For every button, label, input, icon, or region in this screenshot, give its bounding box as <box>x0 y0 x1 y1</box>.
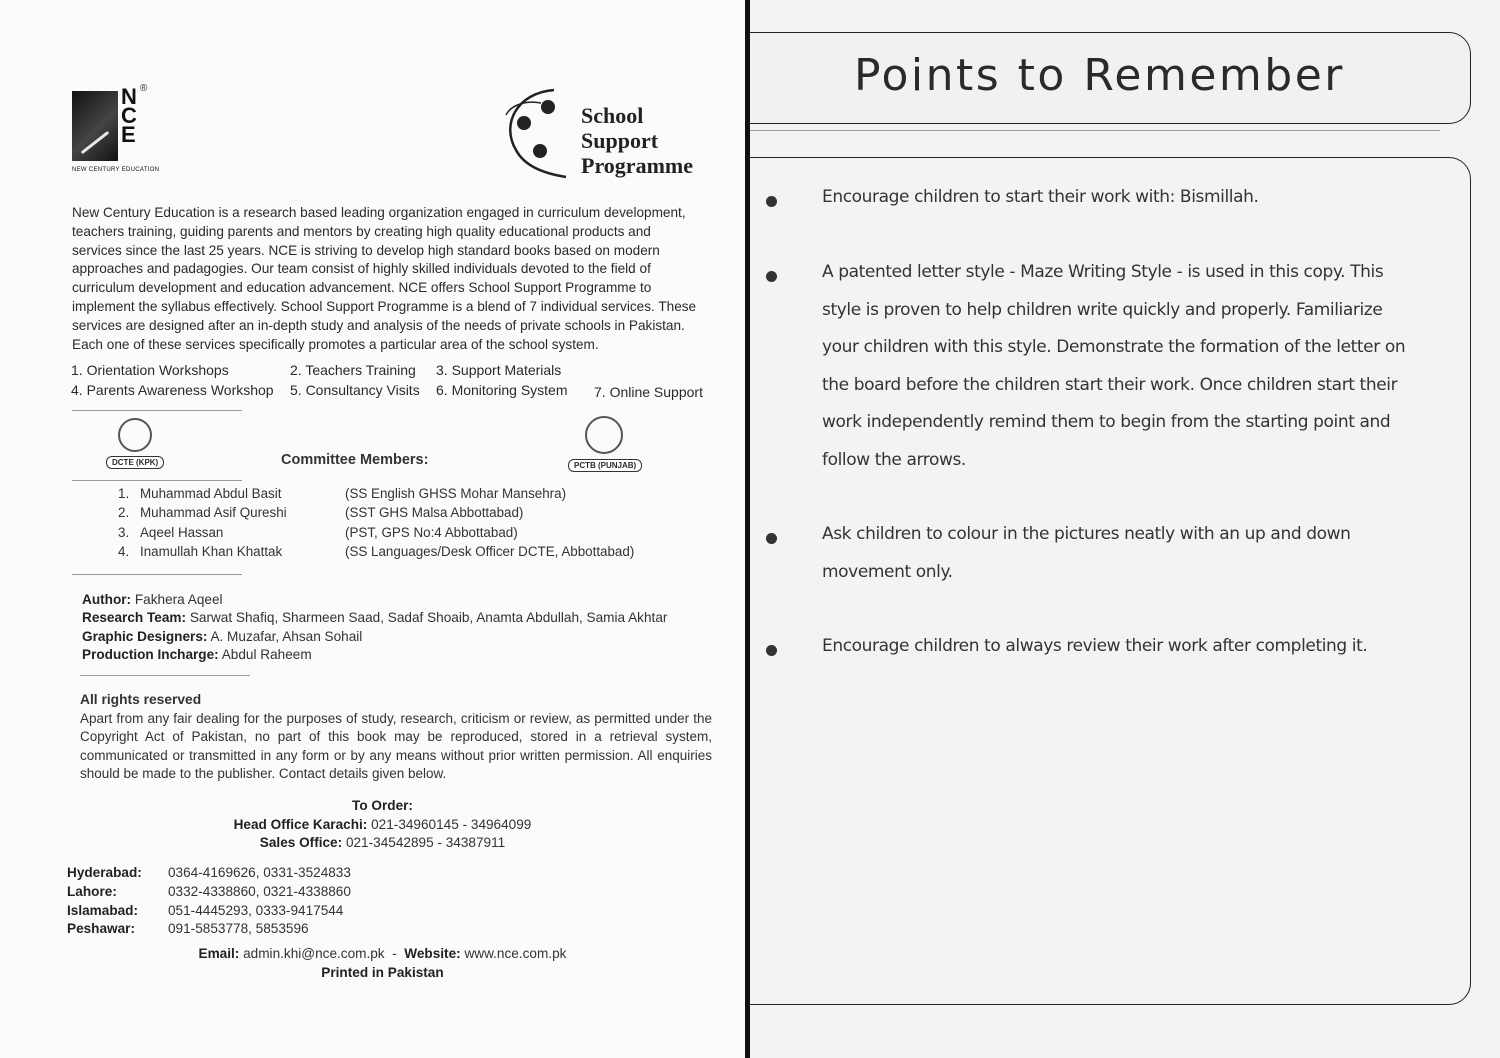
nce-logo-letters: N C E <box>121 84 137 147</box>
credit-author: Author: Fakhera Aqeel <box>82 592 223 607</box>
point-text: Encourage children to start their work with: Bismillah. <box>822 187 1259 207</box>
order-section <box>170 797 595 853</box>
point-text: A patented letter style - Maze Writing Style - is used in this copy. This style is proven to help children write quickly and properly. Familiarize your children with this style. Demonstrate the formation of the letter on the board before the children start their work. Once children start their work independently remind them to begin from the starting point and follow the arrows. <box>822 262 1406 470</box>
divider <box>72 574 242 575</box>
rights-section <box>80 691 712 784</box>
bullet-icon <box>766 271 777 282</box>
service-item: 5. Consultancy Visits <box>290 382 420 398</box>
service-item: 2. Teachers Training <box>290 362 416 378</box>
rights-body: Apart from any fair dealing for the purposes of study, research, criticism or review, as permitted under the Copyright Act of Pakistan, no part of this book may be reproduced, stored in a retrieval system, communicated or transmitted in any form or by any means without prior written permission. All enquiries should be made to the publisher. Contact details given below. <box>80 710 712 782</box>
ssp-logo-text: School Support Programme <box>581 103 693 178</box>
sales-office: Sales Office: 021-34542895 - 34387911 <box>259 835 506 851</box>
left-page: N C E ® NEW CENTURY EDUCATION School Support Programme New Century Education is a research based leading organization engaged in curriculum development, teachers training, guiding parents and mentors by creating high quality educational products and services since the last 25 years. NCE is striving to develop high standard books based on modern approaches and padagogies. Our team consist of highly skilled individuals devoted to the field of curriculum development and education advancement. NCE offers School Support Programme to implement the syllabus effectively. School Support Programme is a blend of 7 individual services. These services are designed after an in-depth study and analysis of the needs of private schools in Pakistan. Each one of these services specifically promotes a particular area of the school system. 1. Orientation Workshops 2. Teachers Training 3. Support Materials 4. Parents Awareness Workshop 5. Consultancy Visits 6. Monitoring System 7. Online Support DCTE (KPK) Committee Members: PCTB (PUNJAB) 1. Muhammad Abdul Basit (SS English GHSS Mohar Mansehra) 2. Muhammad Asif Qureshi (SST GHS Malsa Abbottabad) 3. Aqeel Hassan (PST, GPS No:4 Abbottabad) 4. Inamullah Khan Khattak (SS Languages/Desk Officer DCTE, Abbottabad) Author: Fakhera Aqeel Research Team: Sarwat Shafiq, Sharmeen Saad, Sadaf Shoaib, Anamta Abdullah, Samia Akhtar Graphic Designers: A. Muzafar, Ahsan Sohail Production Incharge: Abdul Raheem All rights reserved Apart from any fair dealing for the purposes of study, research, criticism or review, as permitted under the Copyright Act of Pakistan, no part of this book may be reproduced, stored in a retrieval system, communicated or transmitted in any form or by any means without prior written permission. All enquiries should be made to the publisher. Contact details given below. To Order: Head Office Karachi: 021-34960145 - 34964099 Sales Office: 021-34542895 - 34387911 Hyderabad: 0364-4169626, 0331-3524833 Lahore: 0332-4338860, 0321-4338860 Islamabad: 051-4445293, 0333-9417544 Peshawar: 091-5853778, 5853596 Email: admin.khi@nce.com.pk - Website: www.nce.com.pk Printed in Pakistan <box>0 0 748 1058</box>
website-url: www.nce.com.pk <box>464 946 567 961</box>
point-text: Ask children to colour in the pictures neatly with an up and down movement only. <box>822 524 1351 582</box>
ssp-emblem-icon <box>496 85 576 180</box>
credit-research-team: Research Team: Sarwat Shafiq, Sharmeen Saad, Sadaf Shoaib, Anamta Abdullah, Samia Akhtar <box>82 610 668 626</box>
service-item: 4. Parents Awareness Workshop <box>71 382 274 398</box>
right-page <box>750 0 1500 1058</box>
credit-graphic-designers: Graphic Designers: A. Muzafar, Ahsan Sohail <box>82 628 363 644</box>
nce-logo <box>72 83 162 178</box>
school-support-programme-logo <box>496 85 706 180</box>
divider <box>72 410 242 411</box>
dcte-badge: DCTE (KPK) <box>106 456 164 469</box>
pctb-crest-icon <box>585 416 623 454</box>
credits <box>82 591 667 665</box>
email-address: admin.khi@nce.com.pk <box>243 946 385 961</box>
nce-logo-mark <box>72 91 118 161</box>
footer-contact <box>140 944 625 982</box>
page-title: Points to Remember <box>854 50 1345 101</box>
bullet-icon <box>766 645 777 656</box>
divider <box>80 675 250 676</box>
service-item: 7. Online Support <box>594 384 703 400</box>
registered-mark: ® <box>140 83 148 94</box>
credit-production: Production Incharge: Abdul Raheem <box>82 647 312 663</box>
head-office: Head Office Karachi: 021-34960145 - 34964099 <box>233 816 532 832</box>
service-item: 1. Orientation Workshops <box>71 362 229 378</box>
email-website-line: Email: admin.khi@nce.com.pk - Website: www.nce.com.pk <box>198 946 567 961</box>
printed-in: Printed in Pakistan <box>321 965 444 980</box>
rights-title: All rights reserved <box>80 692 202 707</box>
pctb-badge: PCTB (PUNJAB) <box>568 459 642 472</box>
bullet-icon <box>766 533 777 544</box>
divider <box>72 480 242 481</box>
order-heading: To Order: <box>352 798 413 813</box>
point-text: Encourage children to always review their work after completing it. <box>822 636 1368 656</box>
dcte-crest-icon <box>118 418 152 452</box>
service-item: 3. Support Materials <box>436 362 562 378</box>
committee-title: Committee Members: <box>281 452 429 468</box>
service-item: 6. Monitoring System <box>436 382 568 398</box>
nce-logo-caption: NEW CENTURY EDUCATION <box>72 167 160 173</box>
title-underline <box>750 130 1440 131</box>
bullet-icon <box>766 196 777 207</box>
intro-paragraph: New Century Education is a research based leading organization engaged in curriculum development, teachers training, guiding parents and mentors by creating high quality educational products and services since the last 25 years. NCE is striving to develop high standard books based on modern approaches and padagogies. Our team consist of highly skilled individuals devoted to the field of curriculum development and education advancement. NCE offers School Support Programme to implement the syllabus effectively. School Support Programme is a blend of 7 individual services. These services are designed after an in-depth study and analysis of the needs of private schools in Pakistan. Each one of these services specifically promotes a particular area of the school system. <box>72 205 697 352</box>
comet-icon <box>81 131 110 154</box>
